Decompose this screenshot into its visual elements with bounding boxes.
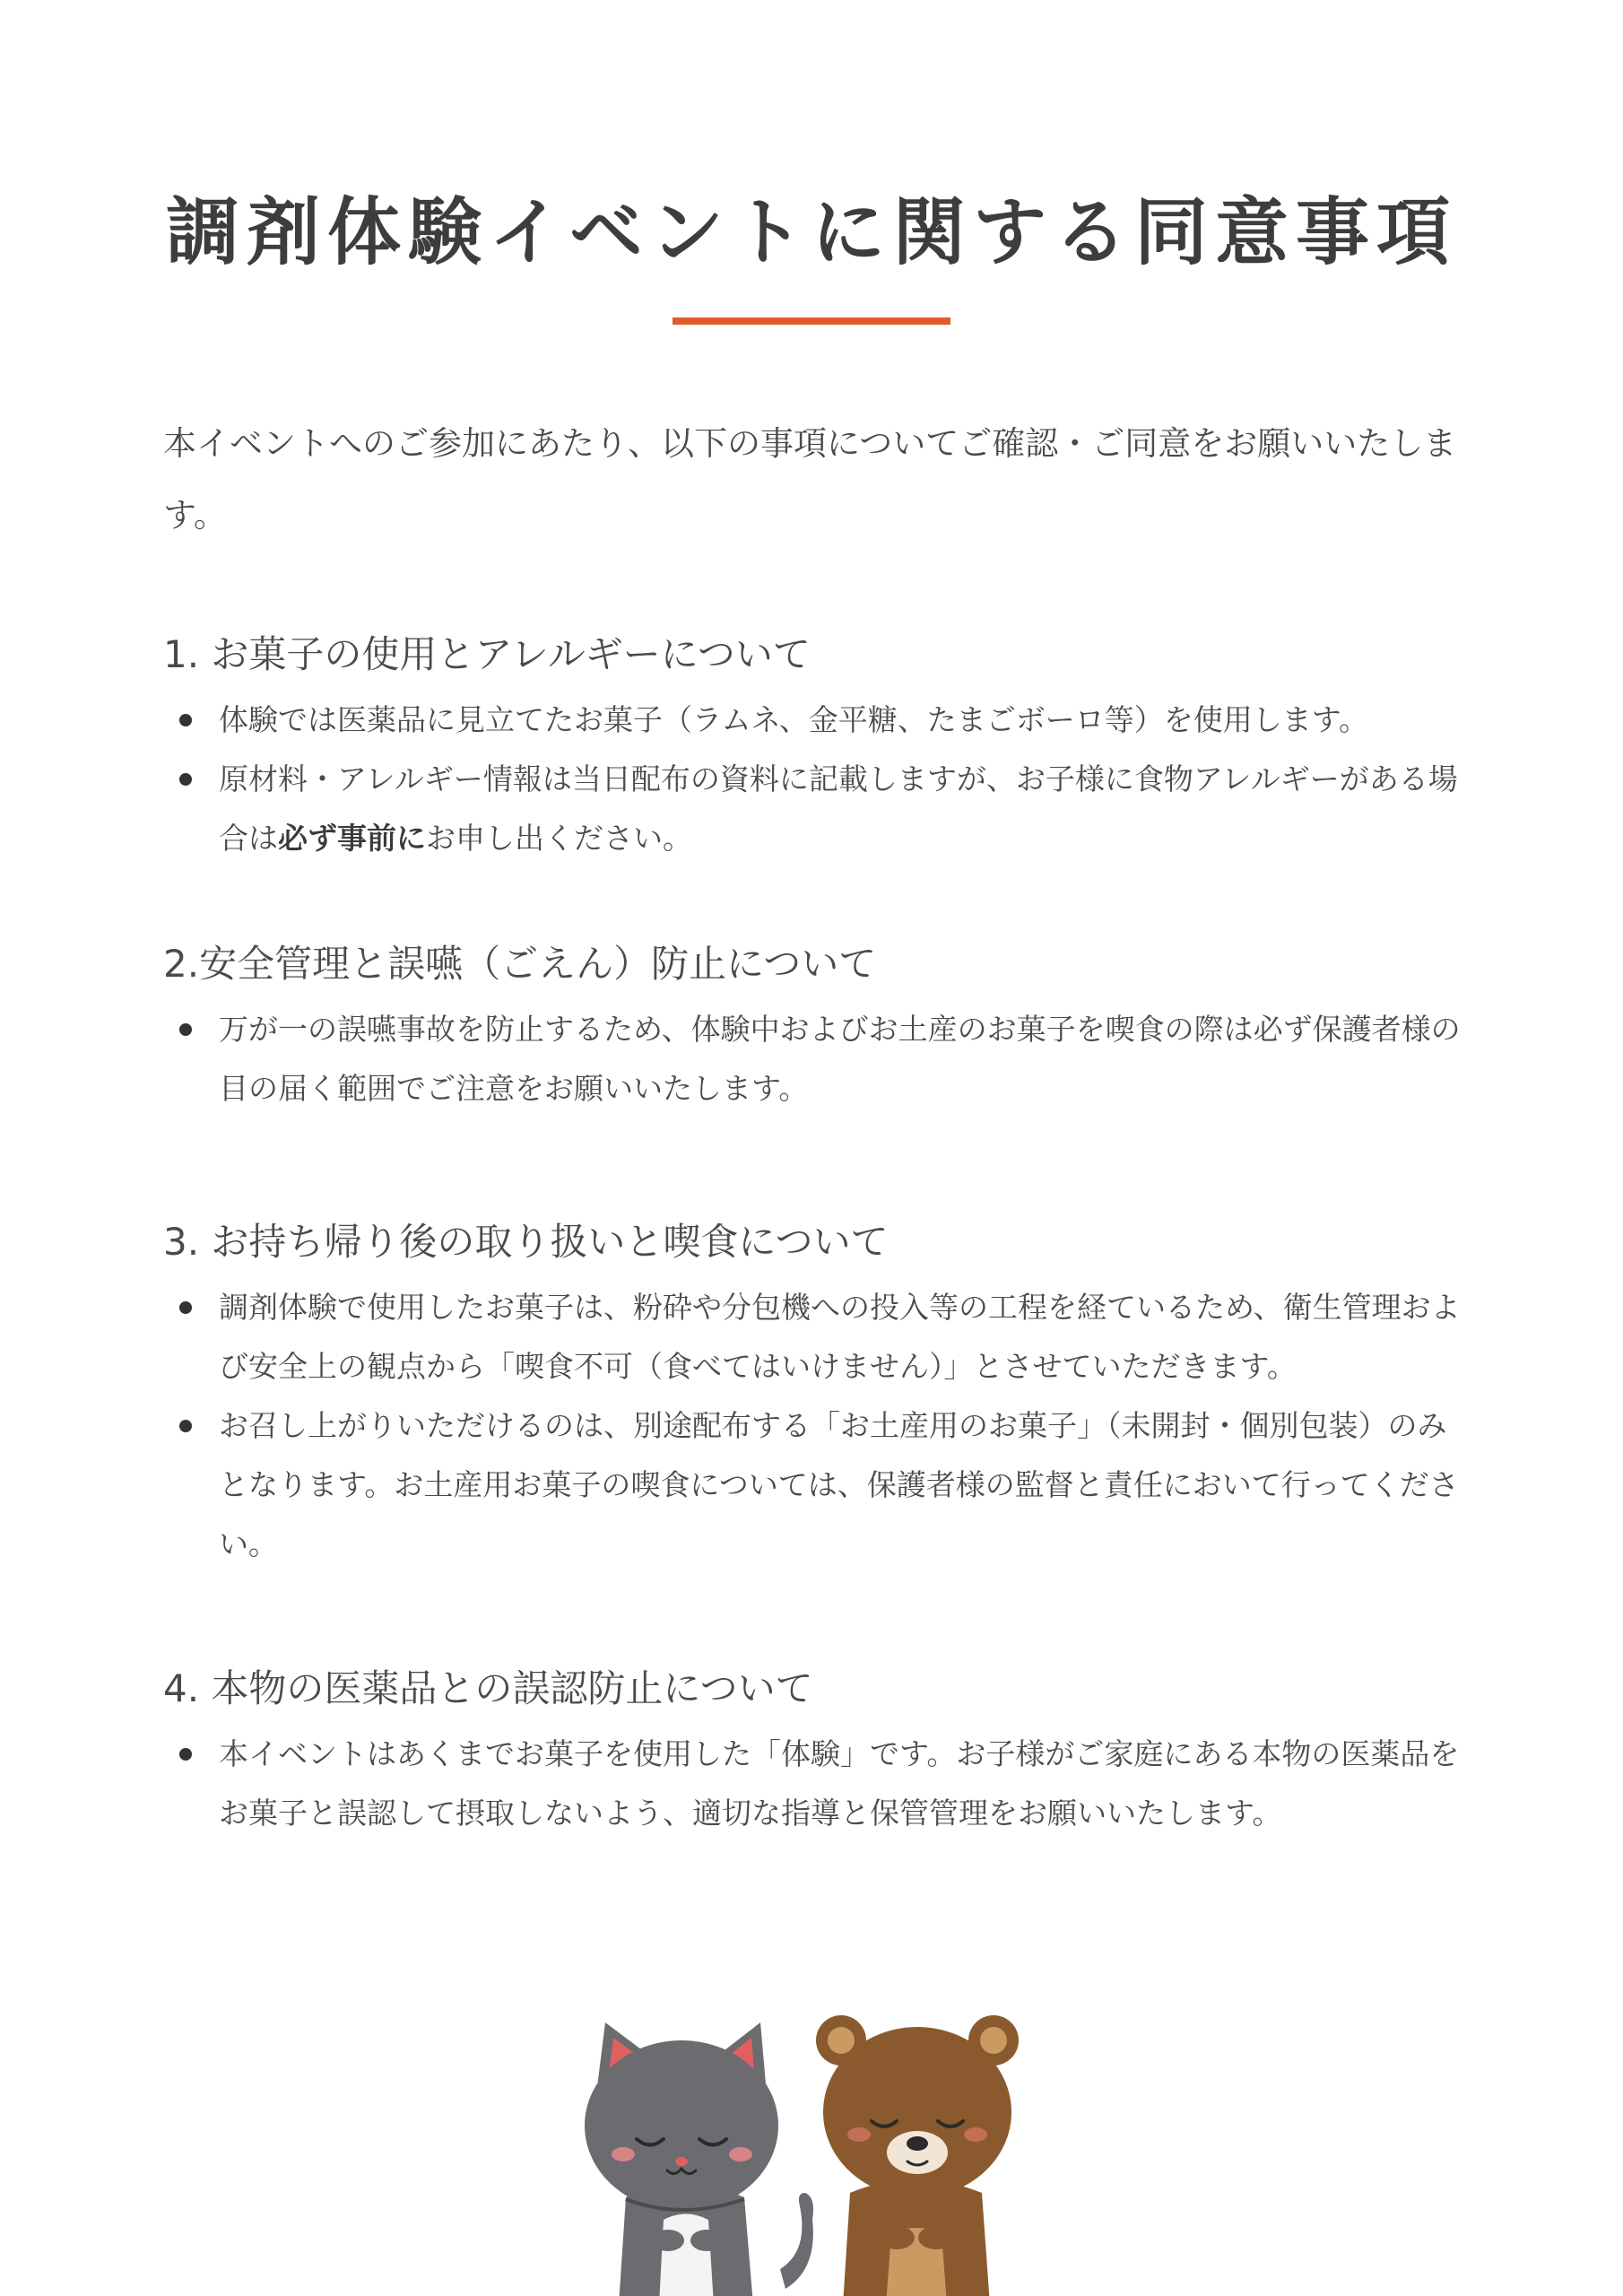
bullet-text: 本イベントはあくまでお菓子を使用した「体験」です。お子様がご家庭にある本物の医薬品をお菓子と誤認して摂取しないよう、適切な指導と保管管理をお願いいたします。 <box>219 1736 1460 1831</box>
intro-paragraph: 本イベントへのご参加にあたり、以下の事項についてご確認・ご同意をお願いいたします。 <box>163 424 1457 535</box>
section-takehome <box>163 1215 1472 1574</box>
bullet-dot-icon <box>179 714 192 726</box>
section-heading: 2.安全管理と誤嚥（ごえん）防止について <box>163 942 877 986</box>
title-underline <box>673 317 950 325</box>
bowing-animals-illustration <box>574 2009 1058 2296</box>
bullet-dot-icon <box>179 1420 192 1432</box>
bullet-text-post: お申し出ください。 <box>426 821 692 856</box>
section-safety <box>163 937 1472 1118</box>
bullet-list <box>163 1278 1472 1574</box>
section-heading: 3. お持ち帰り後の取り扱いと喫食について <box>163 1220 889 1264</box>
bullet-list <box>163 1725 1472 1843</box>
list-item <box>163 1000 1472 1118</box>
bullet-text: 万が一の誤嚥事故を防止するため、体験中およびお土産のお菓子を喫食の際は必ず保護者様の目の届く範囲でご注意をお願いいたします。 <box>219 1012 1461 1106</box>
section-heading: 1. お菓子の使用とアレルギーについて <box>163 632 811 676</box>
bullet-dot-icon <box>179 1023 192 1036</box>
bullet-dot-icon <box>179 773 192 786</box>
list-item <box>163 1725 1472 1843</box>
bullet-dot-icon <box>179 1748 192 1761</box>
section-allergy <box>163 628 1472 868</box>
bullet-list <box>163 691 1472 868</box>
section-misidentification <box>163 1662 1472 1843</box>
bowing-cat-icon <box>585 2022 813 2296</box>
list-item <box>163 1278 1472 1396</box>
bullet-text: お召し上がりいただけるのは、別途配布する「お土産用のお菓子」（未開封・個別包装）のみとなります。お土産用お菓子の喫食については、保護者様の監督と責任において行ってください。 <box>219 1408 1459 1561</box>
section-heading: 4. 本物の医薬品との誤認防止について <box>163 1666 813 1710</box>
bowing-bear-icon <box>816 2015 1019 2296</box>
page-title: 調剤体験イベントに関する同意事項 <box>165 190 1457 275</box>
bullet-text: 体験では医薬品に見立てたお菓子（ラムネ、金平糖、たまごボーロ等）を使用します。 <box>219 702 1369 737</box>
list-item <box>163 691 1472 750</box>
bullet-list <box>163 1000 1472 1118</box>
bullet-dot-icon <box>179 1301 192 1314</box>
list-item <box>163 1396 1472 1574</box>
bullet-text: 調剤体験で使用したお菓子は、粉砕や分包機への投入等の工程を経ているため、衛生管理および安全上の観点から「喫食不可（食べてはいけません）」とさせていただきます。 <box>219 1290 1461 1384</box>
bullet-text-emphasis: 必ず事前に <box>278 821 426 856</box>
bullet-text-pre: 原材料・アレルギー情報は当日配布の資料に記載しますが、お子様に食物アレルギーがある場合は <box>219 761 1458 856</box>
list-item <box>163 750 1472 868</box>
